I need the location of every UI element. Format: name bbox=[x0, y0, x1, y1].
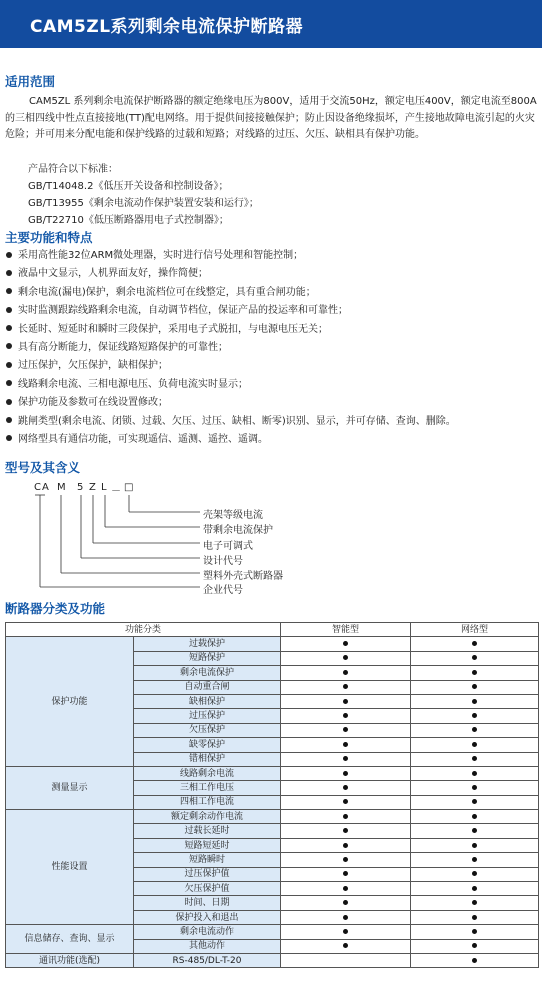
smart-cell bbox=[281, 953, 411, 967]
function-cell: 过载长延时 bbox=[134, 824, 281, 838]
bullet-icon bbox=[472, 886, 477, 891]
bullet-icon bbox=[6, 252, 12, 258]
group-cell: 测量显示 bbox=[6, 766, 134, 809]
network-cell bbox=[411, 666, 539, 680]
bullet-icon bbox=[343, 828, 348, 833]
code-char: 5 bbox=[77, 482, 84, 493]
function-cell: 线路剩余电流 bbox=[134, 766, 281, 780]
feature-item: 采用高性能32位ARM微处理器，实时进行信号处理和智能控制； bbox=[6, 247, 542, 265]
network-cell bbox=[411, 896, 539, 910]
classification-heading: 断路器分类及功能 bbox=[5, 601, 106, 616]
group-cell: 保护功能 bbox=[6, 637, 134, 767]
header-network: 网络型 bbox=[411, 623, 539, 637]
header-function: 功能分类 bbox=[6, 623, 281, 637]
code-char: □ bbox=[124, 482, 134, 493]
page-title: CAM5ZL系列剩余电流保护断路器 bbox=[30, 17, 304, 37]
bullet-icon bbox=[6, 399, 12, 405]
smart-cell bbox=[281, 939, 411, 953]
bullet-icon bbox=[472, 727, 477, 732]
bullet-icon bbox=[472, 900, 477, 905]
smart-cell bbox=[281, 810, 411, 824]
function-cell: 时间、日期 bbox=[134, 896, 281, 910]
smart-cell bbox=[281, 910, 411, 924]
bullet-icon bbox=[472, 785, 477, 790]
network-cell bbox=[411, 766, 539, 780]
bullet-icon bbox=[343, 900, 348, 905]
smart-cell bbox=[281, 723, 411, 737]
function-cell: 保护投入和退出 bbox=[134, 910, 281, 924]
bullet-icon bbox=[472, 915, 477, 920]
table-row bbox=[6, 925, 539, 939]
bullet-icon bbox=[472, 756, 477, 761]
bullet-icon bbox=[6, 325, 12, 331]
function-cell: 欠压保护 bbox=[134, 723, 281, 737]
function-cell: 过压保护值 bbox=[134, 867, 281, 881]
network-cell bbox=[411, 853, 539, 867]
feature-item: 液晶中文显示，人机界面友好，操作简便； bbox=[6, 265, 542, 283]
function-cell: 其他动作 bbox=[134, 939, 281, 953]
bullet-icon bbox=[343, 843, 348, 848]
table-row bbox=[6, 810, 539, 824]
smart-cell bbox=[281, 694, 411, 708]
network-cell bbox=[411, 680, 539, 694]
function-cell: 缺相保护 bbox=[134, 694, 281, 708]
bullet-icon bbox=[343, 886, 348, 891]
smart-cell bbox=[281, 838, 411, 852]
code-char: A bbox=[42, 482, 49, 493]
table-header-row bbox=[6, 623, 539, 637]
bullet-icon bbox=[6, 435, 12, 441]
table-row bbox=[6, 637, 539, 651]
standard-1: GB/T14048.2《低压开关设备和控制设备》； bbox=[28, 181, 229, 192]
bullet-icon bbox=[343, 943, 348, 948]
bullet-icon bbox=[343, 785, 348, 790]
classification-table bbox=[5, 622, 539, 968]
smart-cell bbox=[281, 766, 411, 780]
feature-item: 剩余电流(漏电)保护，剩余电流档位可在线整定，具有重合闸功能； bbox=[6, 284, 542, 302]
smart-cell bbox=[281, 867, 411, 881]
bullet-icon bbox=[343, 727, 348, 732]
bullet-icon bbox=[472, 943, 477, 948]
function-cell: 欠压保护值 bbox=[134, 882, 281, 896]
table-row bbox=[6, 766, 539, 780]
bullet-icon bbox=[343, 871, 348, 876]
function-cell: 短路短延时 bbox=[134, 838, 281, 852]
bullet-icon bbox=[472, 670, 477, 675]
function-cell: 过载保护 bbox=[134, 637, 281, 651]
bullet-icon bbox=[472, 857, 477, 862]
model-heading: 型号及其含义 bbox=[5, 460, 81, 475]
table-row bbox=[6, 953, 539, 967]
network-cell bbox=[411, 723, 539, 737]
bullet-icon bbox=[472, 871, 477, 876]
network-cell bbox=[411, 925, 539, 939]
bullet-icon bbox=[472, 799, 477, 804]
bullet-icon bbox=[343, 670, 348, 675]
smart-cell bbox=[281, 680, 411, 694]
bullet-icon bbox=[6, 270, 12, 276]
network-cell bbox=[411, 694, 539, 708]
header-smart: 智能型 bbox=[281, 623, 411, 637]
bullet-icon bbox=[472, 742, 477, 747]
bullet-icon bbox=[472, 843, 477, 848]
network-cell bbox=[411, 795, 539, 809]
bullet-icon bbox=[343, 641, 348, 646]
function-cell: RS-485/DL-T-20 bbox=[134, 953, 281, 967]
network-cell bbox=[411, 953, 539, 967]
bullet-icon bbox=[6, 380, 12, 386]
smart-cell bbox=[281, 637, 411, 651]
feature-item: 长延时、短延时和瞬时三段保护，采用电子式脱扣，与电源电压无关； bbox=[6, 321, 542, 339]
model-meaning: 壳架等级电流 bbox=[203, 510, 263, 521]
model-meaning: 塑料外壳式断路器 bbox=[203, 571, 283, 582]
smart-cell bbox=[281, 651, 411, 665]
feature-item: 线路剩余电流、三相电源电压、负荷电流实时显示； bbox=[6, 376, 542, 394]
bullet-icon bbox=[343, 699, 348, 704]
scope-heading: 适用范围 bbox=[5, 74, 56, 89]
model-meaning: 带剩余电流保护 bbox=[203, 525, 273, 536]
function-cell: 剩余电流动作 bbox=[134, 925, 281, 939]
scope-paragraph: CAM5ZL 系列剩余电流保护断路器的额定绝缘电压为800V，适用于交流50Hz，额定电压400V，额定电流至800A的三相四线中性点直接接地(TT)配电网络。用于提供间接接触保护；防止因设备绝缘损坏，产生接地故障电流引起的火灾危险；并可用来分配电能和保护线路的过载和短路；对线路的过压、欠压、缺相具有保护功能。 bbox=[5, 96, 537, 140]
model-meaning: 电子可调式 bbox=[203, 541, 253, 552]
bullet-icon bbox=[343, 713, 348, 718]
bullet-icon bbox=[343, 771, 348, 776]
network-cell bbox=[411, 910, 539, 924]
smart-cell bbox=[281, 781, 411, 795]
network-cell bbox=[411, 781, 539, 795]
bullet-icon bbox=[343, 929, 348, 934]
network-cell bbox=[411, 810, 539, 824]
smart-cell bbox=[281, 882, 411, 896]
function-cell: 剩余电流保护 bbox=[134, 666, 281, 680]
smart-cell bbox=[281, 795, 411, 809]
bullet-icon bbox=[472, 771, 477, 776]
network-cell bbox=[411, 637, 539, 651]
smart-cell bbox=[281, 709, 411, 723]
smart-cell bbox=[281, 824, 411, 838]
standards-intro: 产品符合以下标准： bbox=[28, 164, 118, 175]
function-cell: 短路瞬时 bbox=[134, 853, 281, 867]
feature-item: 网络型具有通信功能，可实现遥信、遥测、遥控、遥调。 bbox=[6, 431, 542, 449]
code-char: C bbox=[34, 482, 41, 493]
bullet-icon bbox=[343, 814, 348, 819]
model-meaning: 设计代号 bbox=[203, 556, 243, 567]
network-cell bbox=[411, 838, 539, 852]
bullet-icon bbox=[343, 684, 348, 689]
feature-item: 过压保护，欠压保护，缺相保护； bbox=[6, 357, 542, 375]
function-cell: 过压保护 bbox=[134, 709, 281, 723]
feature-list bbox=[6, 247, 542, 449]
smart-cell bbox=[281, 738, 411, 752]
code-char: － bbox=[111, 486, 121, 497]
model-meaning: 企业代号 bbox=[203, 585, 243, 596]
bullet-icon bbox=[472, 929, 477, 934]
smart-cell bbox=[281, 853, 411, 867]
network-cell bbox=[411, 867, 539, 881]
network-cell bbox=[411, 651, 539, 665]
network-cell bbox=[411, 824, 539, 838]
bullet-icon bbox=[6, 343, 12, 349]
smart-cell bbox=[281, 666, 411, 680]
bullet-icon bbox=[472, 713, 477, 718]
bullet-icon bbox=[343, 799, 348, 804]
group-cell: 信息储存、查询、显示 bbox=[6, 925, 134, 954]
network-cell bbox=[411, 939, 539, 953]
network-cell bbox=[411, 882, 539, 896]
bullet-icon bbox=[472, 684, 477, 689]
feature-item: 实时监测跟踪线路剩余电流，自动调节档位，保证产品的投运率和可靠性； bbox=[6, 302, 542, 320]
features-heading: 主要功能和特点 bbox=[5, 230, 93, 245]
function-cell: 短路保护 bbox=[134, 651, 281, 665]
bullet-icon bbox=[343, 756, 348, 761]
feature-item: 具有高分断能力，保证线路短路保护的可靠性； bbox=[6, 339, 542, 357]
code-char: Z bbox=[89, 482, 96, 493]
smart-cell bbox=[281, 752, 411, 766]
function-cell: 自动重合闸 bbox=[134, 680, 281, 694]
bullet-icon bbox=[472, 814, 477, 819]
group-cell: 性能设置 bbox=[6, 810, 134, 925]
bullet-icon bbox=[343, 857, 348, 862]
bullet-icon bbox=[6, 362, 12, 368]
code-char: M bbox=[57, 482, 66, 493]
bullet-icon bbox=[343, 915, 348, 920]
bullet-icon bbox=[6, 288, 12, 294]
bullet-icon bbox=[6, 307, 12, 313]
group-cell: 通讯功能(选配) bbox=[6, 953, 134, 967]
function-cell: 错相保护 bbox=[134, 752, 281, 766]
bullet-icon bbox=[472, 828, 477, 833]
bullet-icon bbox=[472, 655, 477, 660]
model-code-diagram bbox=[0, 478, 320, 598]
function-cell: 四相工作电流 bbox=[134, 795, 281, 809]
smart-cell bbox=[281, 896, 411, 910]
standard-3: GB/T22710《低压断路器用电子式控制器》； bbox=[28, 215, 229, 226]
code-char: L bbox=[101, 482, 107, 493]
function-cell: 缺零保护 bbox=[134, 738, 281, 752]
network-cell bbox=[411, 738, 539, 752]
standard-2: GB/T13955《剩余电流动作保护装置安装和运行》； bbox=[28, 198, 259, 209]
title-banner bbox=[0, 0, 542, 48]
function-cell: 三相工作电压 bbox=[134, 781, 281, 795]
bullet-icon bbox=[343, 742, 348, 747]
bullet-icon bbox=[343, 655, 348, 660]
bullet-icon bbox=[472, 641, 477, 646]
bullet-icon bbox=[6, 417, 12, 423]
bullet-icon bbox=[472, 958, 477, 963]
network-cell bbox=[411, 709, 539, 723]
feature-item: 跳闸类型(剩余电流、闭锁、过载、欠压、过压、缺相、断零)识别、显示，并可存储、查询、删除。 bbox=[6, 413, 542, 431]
feature-item: 保护功能及参数可在线设置修改； bbox=[6, 394, 542, 412]
bullet-icon bbox=[472, 699, 477, 704]
smart-cell bbox=[281, 925, 411, 939]
network-cell bbox=[411, 752, 539, 766]
function-cell: 额定剩余动作电流 bbox=[134, 810, 281, 824]
